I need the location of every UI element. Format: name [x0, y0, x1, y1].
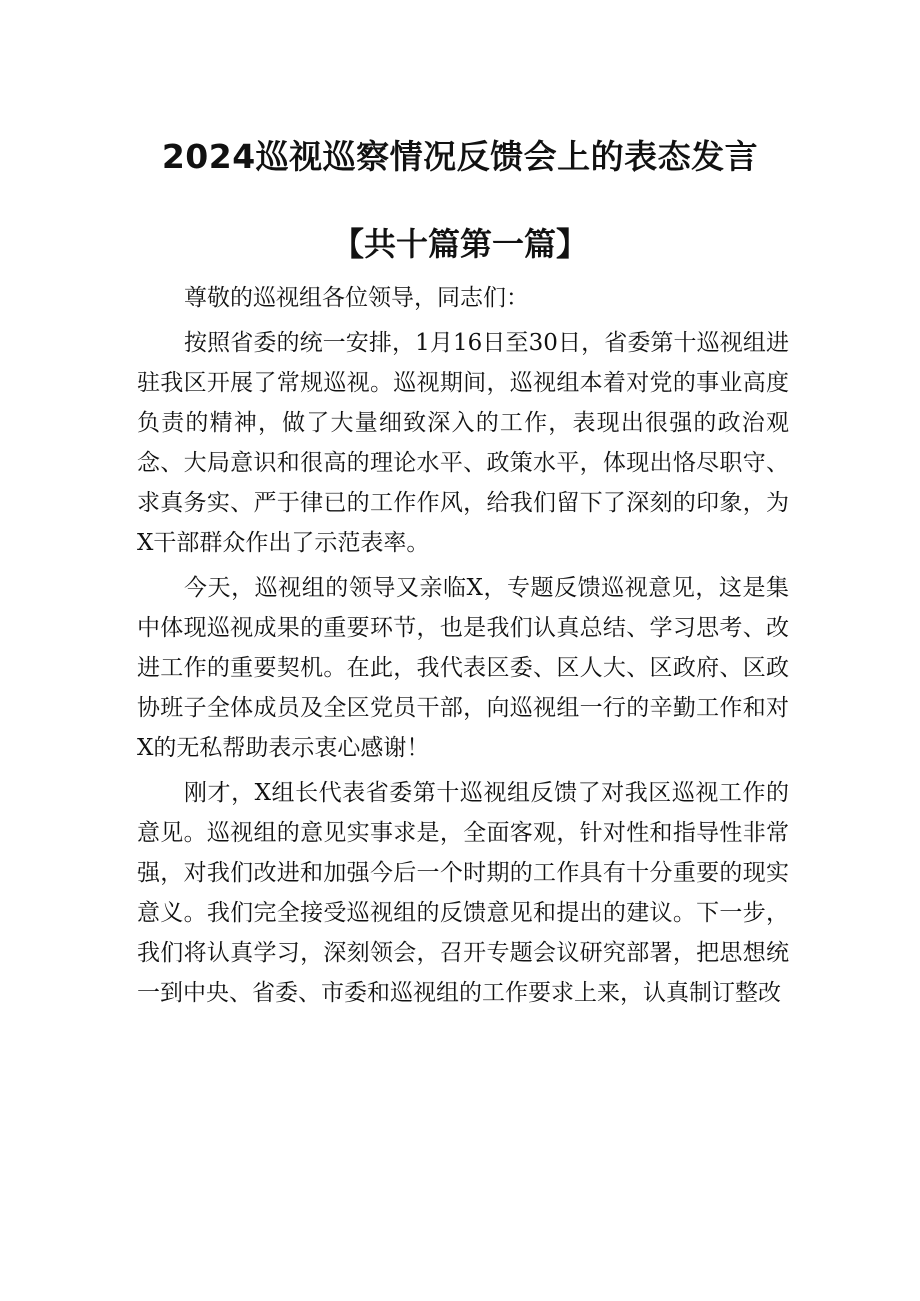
salutation: 尊敬的巡视组各位领导，同志们：: [184, 285, 529, 311]
document-title: 2024巡视巡察情况反馈会上的表态发言: [161, 137, 759, 176]
paragraph-1: 按照省委的统一安排，1月16日至30日，省委第十巡视组进驻我区开展了常规巡视。巡视期间，巡视组本着对党的事业高度负责的精神，做了大量细致深入的工作，表现出很强的政治观念、大局意识和很高的理论水平、政策水平，体现出恪尽职守、求真务实、严于律已的工作作风，给我们留下了深刻的印象，为X干部群众作出了示范表率。: [137, 330, 789, 556]
paragraph-3: 刚才，X组长代表省委第十巡视组反馈了对我区巡视工作的意见。巡视组的意见实事求是，全面客观，针对性和指导性非常强，对我们改进和加强今后一个时期的工作具有十分重要的现实意义。我们完全接受巡视组的反馈意见和提出的建议。下一步，我们将认真学习，深刻领会，召开专题会议研究部署，把思想统一到中央、省委、市委和巡视组的工作要求上来，认真制订整改: [137, 780, 789, 1006]
paragraph-2: 今天，巡视组的领导又亲临X，专题反馈巡视意见，这是集中体现巡视成果的重要环节，也是我们认真总结、学习思考、改进工作的重要契机。在此，我代表区委、区人大、区政府、区政协班子全体成员及全区党员干部，向巡视组一行的辛勤工作和对X的无私帮助表示衷心感谢！: [137, 575, 789, 761]
document-subtitle: 【共十篇第一篇】: [331, 225, 588, 263]
document-body: [137, 278, 789, 1018]
